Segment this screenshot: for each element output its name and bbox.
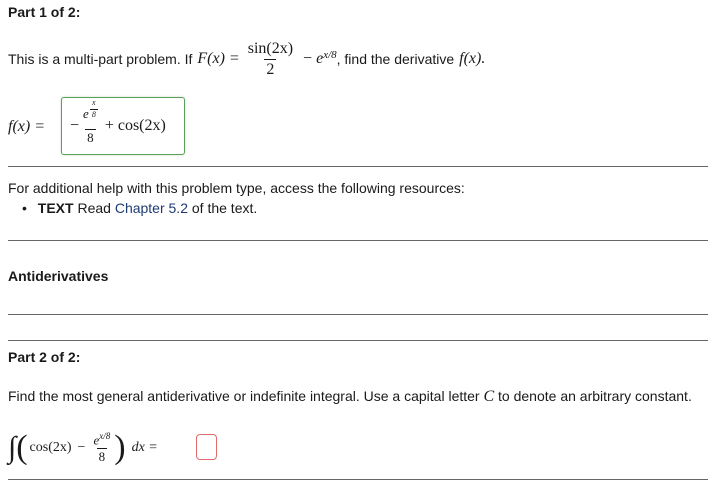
minus-sign-2: − <box>77 440 86 455</box>
answer-input-part2[interactable] <box>196 434 217 460</box>
integral-expression <box>8 424 158 472</box>
dx-equals: dx = <box>131 440 158 455</box>
integrand-power: x/8 <box>99 430 111 441</box>
answer-fraction <box>81 98 100 145</box>
answer-label: f(x) = <box>8 118 45 135</box>
part1-problem-statement <box>8 40 485 78</box>
close-paren: ) <box>114 429 126 466</box>
divider-1 <box>8 166 708 167</box>
divider-3 <box>8 314 708 315</box>
answer-plus-cos: + cos(2x) <box>104 117 166 134</box>
minus-sign: − <box>303 50 313 68</box>
answer-exp-num: x <box>92 98 96 108</box>
instructions-post: to denote an arbitrary constant. <box>498 388 692 404</box>
open-paren: ( <box>16 429 28 466</box>
sin-numerator: sin(2x) <box>247 40 294 57</box>
resource-item <box>22 200 257 216</box>
resource-type: TEXT <box>37 200 74 216</box>
resource-post: of the text. <box>191 200 258 216</box>
integrand-fraction-den: 8 <box>98 449 106 465</box>
cos-term: cos(2x) <box>29 440 72 455</box>
after-text: , find the derivative <box>336 51 455 68</box>
integrand-fraction <box>91 432 112 465</box>
instructions-pre: Find the most general antiderivative or indefinite integral. Use a capital letter <box>8 388 480 404</box>
answer-exp-frac <box>90 99 98 120</box>
const-symbol: C <box>483 388 495 405</box>
answer-fraction-num <box>81 98 100 129</box>
F-label: F(x) = <box>197 50 240 68</box>
divider-4 <box>8 340 708 341</box>
part1-heading: Part 1 of 2: <box>8 4 81 20</box>
chapter-link[interactable]: Chapter 5.2 <box>114 200 188 216</box>
resources-intro: For additional help with this problem type, access the following resources: <box>8 180 465 196</box>
answer-neg: − <box>70 117 80 134</box>
exp-base: e <box>316 50 324 68</box>
intro-text: This is a multi-part problem. If <box>8 51 193 68</box>
answer-exp-den: 8 <box>91 109 96 119</box>
integrand-e: e <box>93 431 100 447</box>
answer-fraction-den: 8 <box>87 129 94 145</box>
divider-2 <box>8 240 708 241</box>
divider-5 <box>8 479 708 480</box>
resource-pre: Read <box>77 200 111 216</box>
part2-instructions <box>8 388 692 406</box>
exp-power: x/8 <box>323 49 337 62</box>
f-symbol: f(x). <box>459 50 486 68</box>
sin-fraction <box>246 40 295 78</box>
bullet-icon: • <box>22 200 27 216</box>
section-title: Antiderivatives <box>8 268 109 284</box>
sin-denominator: 2 <box>266 60 275 78</box>
answer-e: e <box>83 106 89 122</box>
integrand-fraction-num <box>91 432 112 449</box>
answer-expression <box>70 98 166 148</box>
integral-sign: ∫ <box>8 431 17 464</box>
part2-heading: Part 2 of 2: <box>8 349 81 365</box>
